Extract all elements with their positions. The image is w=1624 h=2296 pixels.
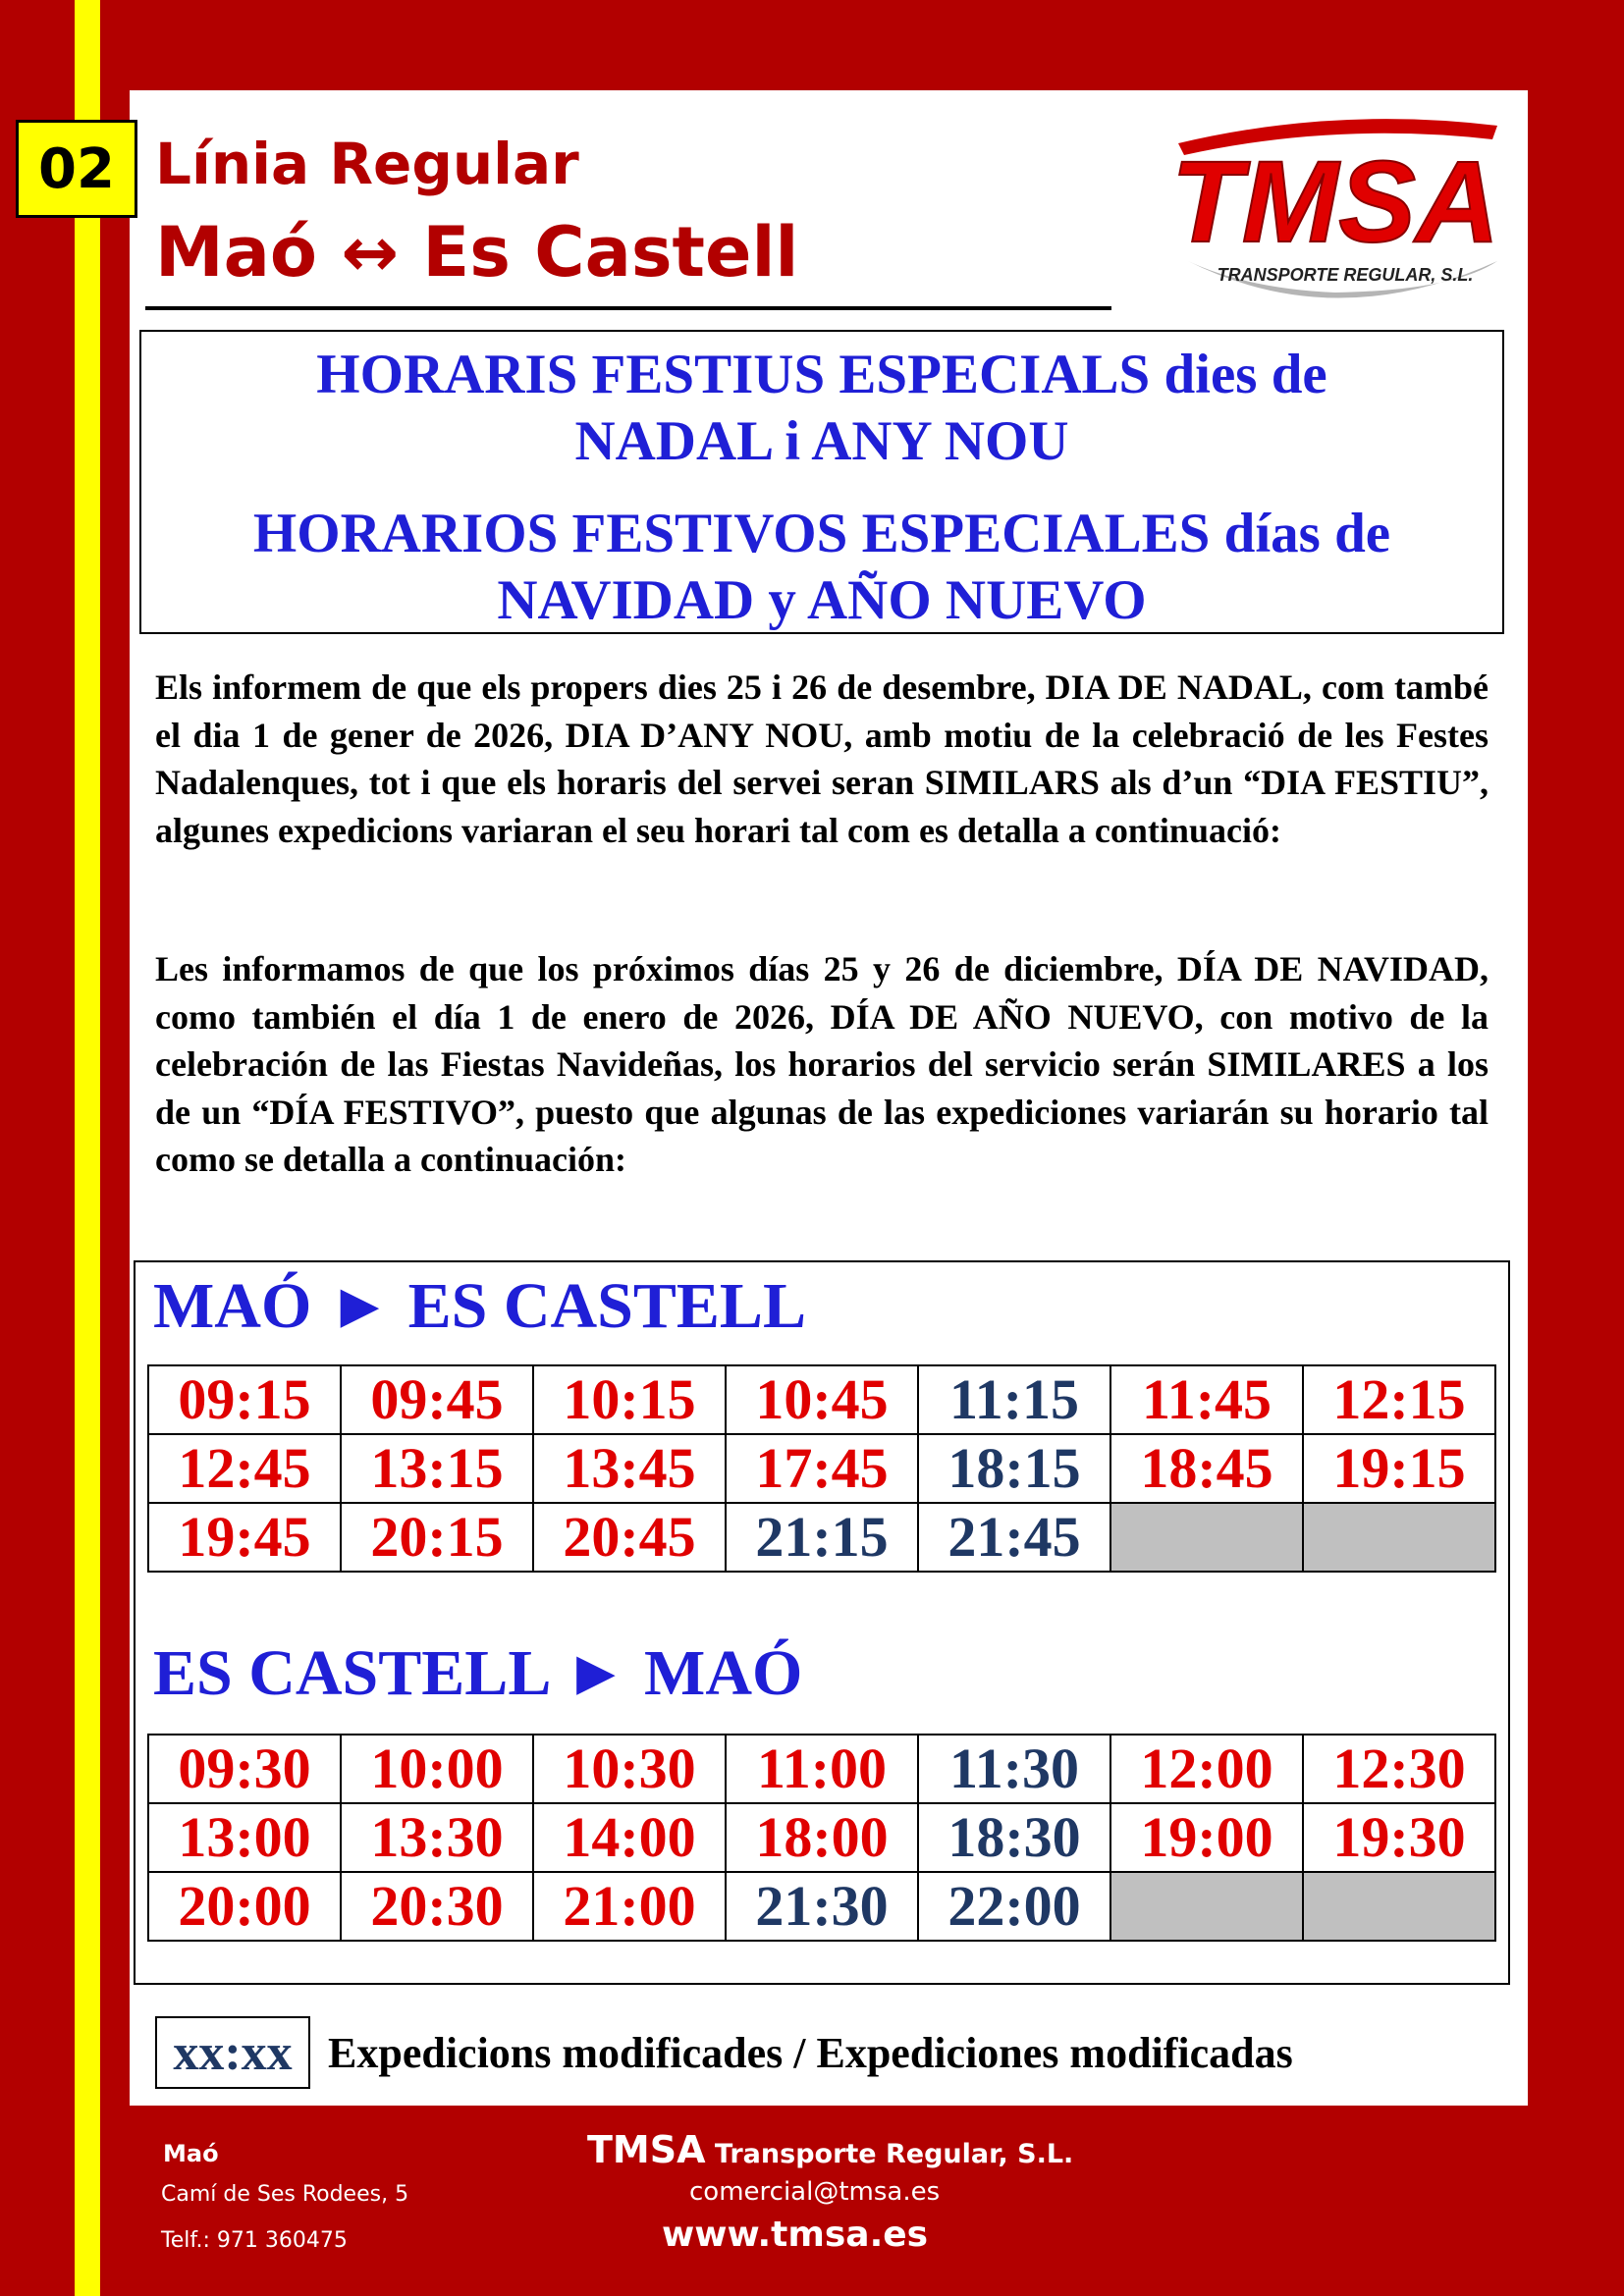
footer-company-rest: Transporte Regular, S.L. <box>705 2139 1074 2169</box>
timetable-time: 19:45 <box>148 1503 341 1572</box>
timetable-time: 13:00 <box>148 1803 341 1872</box>
legend-text: Expedicions modificades / Expediciones modificadas <box>328 2029 1293 2077</box>
notice-title-box <box>139 330 1504 634</box>
title-spanish-line1: HORARIOS FESTIVOS ESPECIALES días de <box>252 503 1391 564</box>
timetable-row <box>148 1803 1495 1872</box>
footer-company-short: TMSA <box>587 2128 706 2171</box>
timetable-time: 19:00 <box>1110 1803 1303 1872</box>
timetable-time: 20:45 <box>533 1503 726 1572</box>
timetable-time-modified: 21:45 <box>918 1503 1110 1572</box>
timetable-time: 21:00 <box>533 1872 726 1941</box>
timetable-row <box>148 1503 1495 1572</box>
timetable-time-modified: 22:00 <box>918 1872 1110 1941</box>
timetable-outbound <box>147 1364 1496 1573</box>
footer-phone: Telf.: 971 360475 <box>161 2228 348 2253</box>
timetable-row <box>148 1365 1495 1434</box>
timetable-empty-cell <box>1110 1872 1303 1941</box>
header-divider <box>145 306 1111 310</box>
title-spanish-line2: NAVIDAD y AÑO NUEVO <box>497 569 1147 631</box>
timetable-time-modified: 21:15 <box>726 1503 918 1572</box>
timetable-time: 09:30 <box>148 1735 341 1803</box>
timetable-time: 09:15 <box>148 1365 341 1434</box>
timetable-time: 13:45 <box>533 1434 726 1503</box>
intro-catalan: Els informem de que els propers dies 25 i 26 de desembre, DIA DE NADAL, com també el dia 1 de gener de 2026, DIA D’ANY NOU, amb motiu de la celebració de les Festes Nadalenques, tot i que els horaris del servei seran SIMILARS als d’un “DIA FESTIU”, algunes expedicions variaran el seu horari tal com es detalla a continuació: <box>155 667 1489 850</box>
route-number-badge: 02 <box>16 120 137 218</box>
timetable-time: 20:00 <box>148 1872 341 1941</box>
timetable-time: 20:15 <box>341 1503 533 1572</box>
timetable-empty-cell <box>1303 1503 1495 1572</box>
line-type-heading: Línia Regular <box>155 131 579 197</box>
timetable-time: 09:45 <box>341 1365 533 1434</box>
tmsa-logo <box>1159 114 1512 330</box>
timetable-time: 18:45 <box>1110 1434 1303 1503</box>
timetable-empty-cell <box>1110 1503 1303 1572</box>
timetable-row <box>148 1434 1495 1503</box>
timetable-time: 12:15 <box>1303 1365 1495 1434</box>
yellow-stripe <box>75 0 100 2296</box>
legend-sample-box: xx:xx <box>155 2016 310 2089</box>
footer-address: Camí de Ses Rodees, 5 <box>161 2182 409 2207</box>
timetable-empty-cell <box>1303 1872 1495 1941</box>
timetable-time: 10:00 <box>341 1735 533 1803</box>
footer-email-link[interactable]: comercial@tmsa.es <box>689 2177 941 2207</box>
footer-website-link[interactable]: www.tmsa.es <box>662 2215 929 2255</box>
timetable-row <box>148 1872 1495 1941</box>
timetable-time: 17:45 <box>726 1434 918 1503</box>
timetable-time: 12:45 <box>148 1434 341 1503</box>
timetable-time: 11:45 <box>1110 1365 1303 1434</box>
timetable-time: 11:00 <box>726 1735 918 1803</box>
red-stripe <box>100 0 130 2296</box>
timetable-time-modified: 18:15 <box>918 1434 1110 1503</box>
timetable-time-modified: 21:30 <box>726 1872 918 1941</box>
timetable-return <box>147 1734 1496 1942</box>
timetable-time: 12:00 <box>1110 1735 1303 1803</box>
timetable-time: 14:00 <box>533 1803 726 1872</box>
logo-brand: TMSA <box>1170 137 1500 267</box>
timetable-time: 10:45 <box>726 1365 918 1434</box>
timetable-time: 20:30 <box>341 1872 533 1941</box>
timetable-title-return: ES CASTELL ► MAÓ <box>153 1637 803 1709</box>
timetable-time: 10:15 <box>533 1365 726 1434</box>
timetable-time: 19:30 <box>1303 1803 1495 1872</box>
intro-spanish: Les informamos de que los próximos días 25 y 26 de diciembre, DÍA DE NAVIDAD, como también el día 1 de enero de 2026, DÍA DE AÑO NUEVO, con motivo de la celebración de las Fiestas Navideñas, los horarios del servicio serán SIMILARES a los de un “DÍA FESTIVO”, puesto que algunas de las expediciones variarán su horario tal como se detalla a continuación: <box>155 949 1489 1179</box>
footer-company <box>587 2128 1073 2171</box>
timetable-title-outbound: MAÓ ► ES CASTELL <box>153 1270 806 1342</box>
timetable-time: 12:30 <box>1303 1735 1495 1803</box>
route-name-heading: Maó ↔ Es Castell <box>155 212 799 293</box>
timetable-time-modified: 11:15 <box>918 1365 1110 1434</box>
timetable-time-modified: 18:30 <box>918 1803 1110 1872</box>
timetable-time-modified: 11:30 <box>918 1735 1110 1803</box>
timetable-time: 13:15 <box>341 1434 533 1503</box>
timetable-time: 19:15 <box>1303 1434 1495 1503</box>
footer-city: Maó <box>163 2140 219 2167</box>
timetable-time: 18:00 <box>726 1803 918 1872</box>
timetable-row <box>148 1735 1495 1803</box>
title-catalan-line2: NADAL i ANY NOU <box>574 410 1069 472</box>
title-catalan-line1: HORARIS FESTIUS ESPECIALS dies de <box>316 344 1327 405</box>
logo-subtitle: TRANSPORTE REGULAR, S.L. <box>1217 265 1474 285</box>
timetable-time: 13:30 <box>341 1803 533 1872</box>
timetable-time: 10:30 <box>533 1735 726 1803</box>
